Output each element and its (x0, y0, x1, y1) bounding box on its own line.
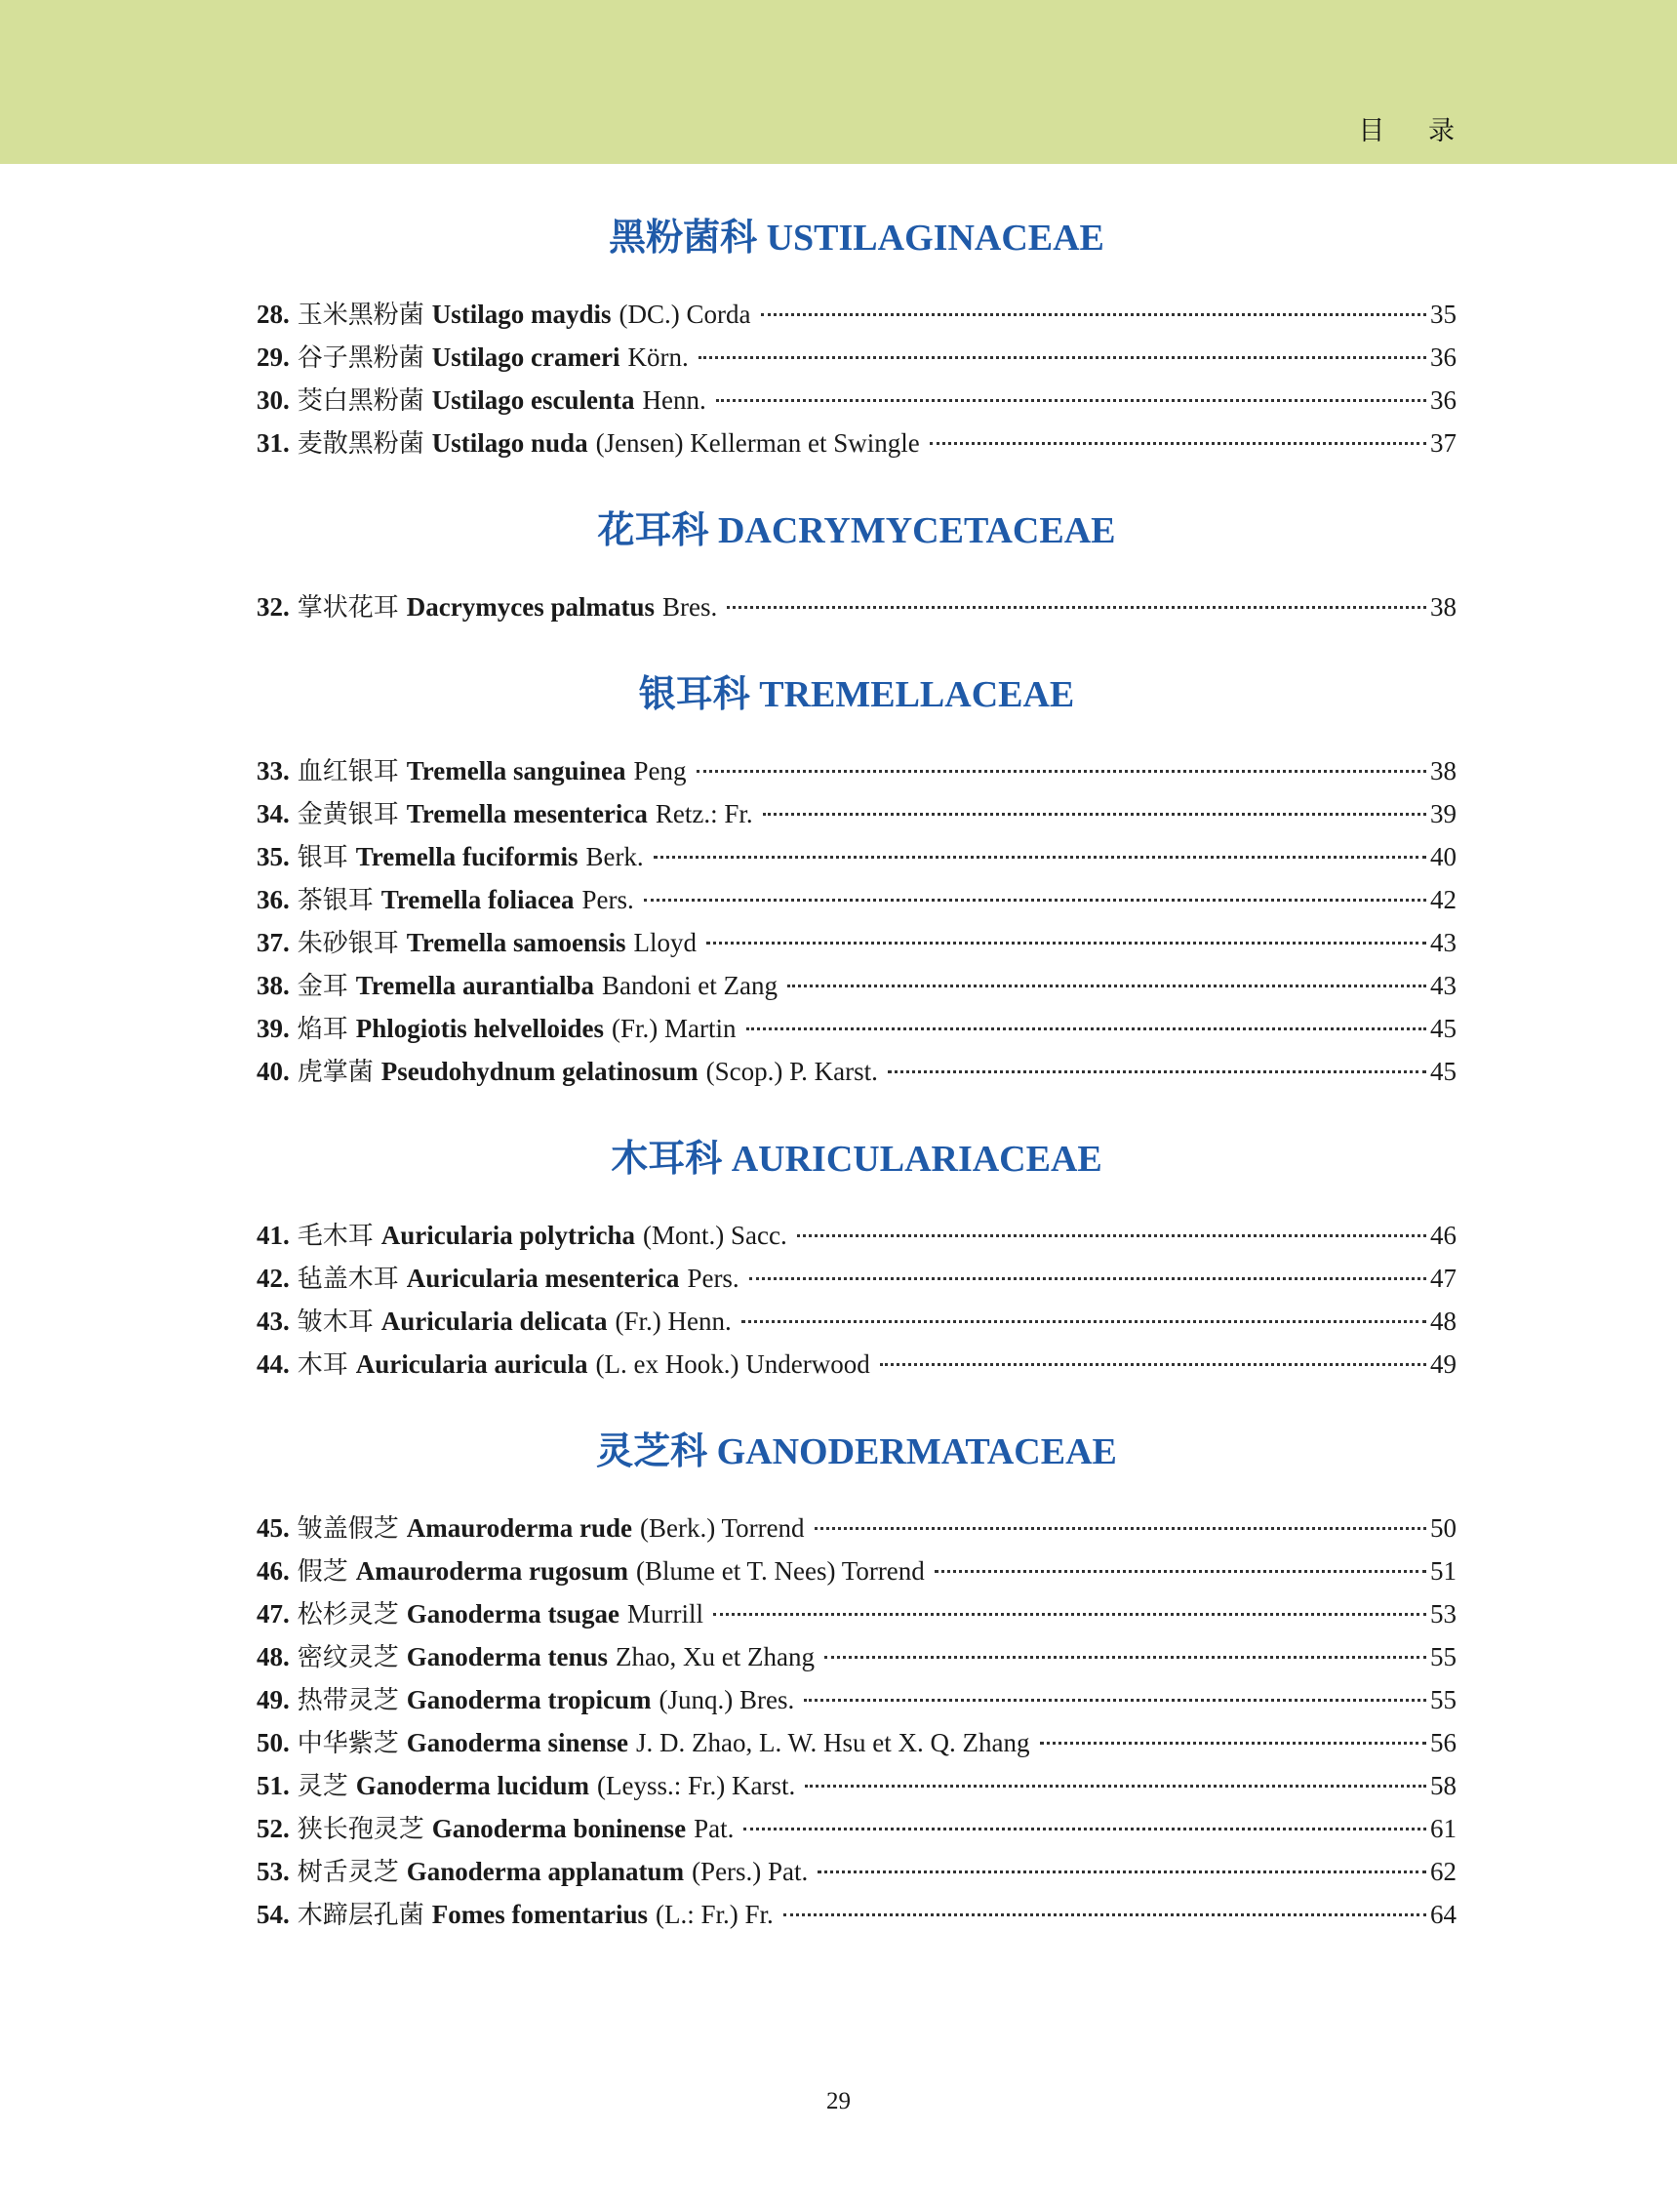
entry-number: 48. (257, 1642, 290, 1671)
entry-number: 47. (257, 1599, 290, 1629)
toc-section (257, 1427, 1457, 1936)
toc-entry[interactable] (257, 1721, 1457, 1764)
dot-leader (644, 899, 1426, 902)
entry-page-number: 45 (1430, 1057, 1457, 1086)
entry-chinese-name: 金耳 (297, 972, 348, 1001)
entry-page-number: 39 (1430, 799, 1457, 828)
entry-latin-name: Auricularia delicata (380, 1307, 608, 1336)
entry-author: (Fr.) Martin (612, 1014, 737, 1043)
entry-latin-name: Ganoderma lucidum (355, 1771, 590, 1800)
dot-leader (697, 770, 1426, 773)
entry-number: 32. (257, 592, 290, 622)
toc-entry[interactable] (257, 1850, 1457, 1893)
dot-leader (727, 606, 1426, 609)
entry-number: 36. (257, 885, 290, 914)
toc-section (257, 1134, 1457, 1386)
entry-latin-name: Amauroderma rugosum (355, 1556, 629, 1586)
entry-number: 34. (257, 799, 290, 828)
toc-section (257, 669, 1457, 1093)
entry-latin-name: Amauroderma rude (406, 1513, 632, 1543)
entry-chinese-name: 茶银耳 (297, 886, 374, 915)
entry-author: (Junq.) Bres. (659, 1685, 795, 1714)
section-title: 木耳科 AURICULARIACEAE (611, 1139, 1102, 1180)
entry-number: 46. (257, 1556, 290, 1586)
toc-entry[interactable] (257, 336, 1457, 379)
toc-content (257, 205, 1457, 1936)
entry-latin-name: Ganoderma applanatum (406, 1857, 685, 1886)
entry-chinese-name: 热带灵芝 (297, 1686, 399, 1715)
dot-leader (1040, 1742, 1427, 1745)
entry-latin-name: Tremella aurantialba (355, 971, 595, 1000)
entry-author: Peng (633, 756, 687, 785)
entry-author: Pers. (581, 885, 634, 914)
entry-latin-name: Auricularia mesenterica (406, 1264, 680, 1293)
dot-leader (797, 1234, 1426, 1237)
toc-entry[interactable] (257, 1300, 1457, 1343)
entry-latin-name: Phlogiotis helvelloides (355, 1014, 605, 1043)
entry-author: Pers. (687, 1264, 739, 1293)
entry-chinese-name: 虎掌菌 (297, 1058, 374, 1087)
toc-entry[interactable] (257, 1050, 1457, 1093)
entry-author: (Mont.) Sacc. (643, 1221, 787, 1250)
entry-chinese-name: 毛木耳 (297, 1222, 374, 1251)
entry-page-number: 43 (1430, 971, 1457, 1000)
entry-chinese-name: 中华紫芝 (297, 1729, 399, 1758)
dot-leader (888, 1070, 1426, 1073)
entry-page-number: 38 (1430, 592, 1457, 622)
entry-page-number: 55 (1430, 1685, 1457, 1714)
entry-number: 39. (257, 1014, 290, 1043)
entry-author: Henn. (642, 385, 706, 415)
dot-leader (824, 1656, 1426, 1659)
entry-latin-name: Ustilago esculenta (431, 385, 635, 415)
entry-chinese-name: 茭白黑粉菌 (297, 386, 424, 416)
entry-latin-name: Tremella foliacea (380, 885, 575, 914)
entry-page-number: 45 (1430, 1014, 1457, 1043)
entry-chinese-name: 假芝 (297, 1557, 348, 1587)
entry-chinese-name: 掌状花耳 (297, 593, 399, 623)
dot-leader (749, 1277, 1426, 1280)
entry-page-number: 48 (1430, 1307, 1457, 1336)
dot-leader (787, 985, 1426, 987)
section-title: 银耳科 TREMELLACEAE (638, 674, 1075, 715)
entry-chinese-name: 血红银耳 (297, 757, 399, 786)
entry-latin-name: Tremella mesenterica (406, 799, 648, 828)
toc-entry[interactable] (257, 379, 1457, 422)
dot-leader (805, 1785, 1426, 1788)
entry-author: J. D. Zhao, L. W. Hsu et X. Q. Zhang (636, 1728, 1030, 1757)
dot-leader (783, 1913, 1426, 1916)
toc-entry[interactable] (257, 792, 1457, 835)
entry-latin-name: Pseudohydnum gelatinosum (380, 1057, 699, 1086)
entry-page-number: 40 (1430, 842, 1457, 871)
entry-chinese-name: 银耳 (297, 843, 348, 872)
entry-number: 28. (257, 300, 290, 329)
entry-page-number: 42 (1430, 885, 1457, 914)
entry-author: Bres. (661, 592, 718, 622)
entry-number: 51. (257, 1771, 290, 1800)
entry-author: (DC.) Corda (619, 300, 751, 329)
entry-latin-name: Fomes fomentarius (431, 1900, 648, 1929)
entry-page-number: 35 (1430, 300, 1457, 329)
entry-number: 43. (257, 1307, 290, 1336)
entry-number: 41. (257, 1221, 290, 1250)
entry-page-number: 36 (1430, 385, 1457, 415)
entry-latin-name: Ganoderma boninense (431, 1814, 687, 1843)
entry-number: 29. (257, 342, 290, 372)
entry-number: 40. (257, 1057, 290, 1086)
toc-entry[interactable] (257, 1343, 1457, 1386)
header-title: 目 录 (1358, 116, 1472, 146)
toc-entry[interactable] (257, 1007, 1457, 1050)
entry-page-number: 61 (1430, 1814, 1457, 1843)
dot-leader (763, 813, 1426, 816)
entry-chinese-name: 金黄银耳 (297, 800, 399, 829)
entry-author: Zhao, Xu et Zhang (616, 1642, 815, 1671)
dot-leader (743, 1828, 1426, 1830)
toc-entry[interactable] (257, 749, 1457, 792)
entry-chinese-name: 松杉灵芝 (297, 1600, 399, 1629)
entry-page-number: 58 (1430, 1771, 1457, 1800)
dot-leader (699, 356, 1426, 359)
entry-author: Bandoni et Zang (602, 971, 778, 1000)
section-title: 花耳科 DACRYMYCETACEAE (597, 510, 1116, 551)
entry-number: 38. (257, 971, 290, 1000)
toc-entry[interactable] (257, 878, 1457, 921)
entry-latin-name: Auricularia polytricha (380, 1221, 635, 1250)
entry-chinese-name: 木蹄层孔菌 (297, 1901, 424, 1930)
entry-latin-name: Ganoderma tsugae (406, 1599, 620, 1629)
entry-author: (Berk.) Torrend (640, 1513, 805, 1543)
entry-number: 33. (257, 756, 290, 785)
entry-author: (Jensen) Kellerman et Swingle (595, 428, 920, 458)
entry-author: (Fr.) Henn. (615, 1307, 732, 1336)
dot-leader (746, 1027, 1426, 1030)
toc-entry[interactable] (257, 422, 1457, 464)
toc-entry[interactable] (257, 921, 1457, 964)
dot-leader (761, 313, 1426, 316)
entry-author: (Leyss.: Fr.) Karst. (597, 1771, 796, 1800)
page-number: 29 (826, 2088, 851, 2114)
entry-latin-name: Ganoderma tenus (406, 1642, 609, 1671)
entry-latin-name: Ganoderma tropicum (406, 1685, 652, 1714)
entry-page-number: 36 (1430, 342, 1457, 372)
toc-entry[interactable] (257, 1807, 1457, 1850)
dot-leader (741, 1320, 1426, 1323)
entry-page-number: 49 (1430, 1349, 1457, 1379)
toc-entry[interactable] (257, 835, 1457, 878)
entry-number: 49. (257, 1685, 290, 1714)
entry-chinese-name: 皱盖假芝 (297, 1514, 399, 1544)
dot-leader (804, 1699, 1426, 1702)
entry-chinese-name: 狭长孢灵芝 (297, 1815, 424, 1844)
entry-chinese-name: 麦散黑粉菌 (297, 429, 424, 459)
entry-latin-name: Ganoderma sinense (406, 1728, 629, 1757)
entry-page-number: 50 (1430, 1513, 1457, 1543)
entry-latin-name: Tremella sanguinea (406, 756, 626, 785)
entry-author: (L.: Fr.) Fr. (655, 1900, 774, 1929)
entry-page-number: 56 (1430, 1728, 1457, 1757)
toc-entry[interactable] (257, 1549, 1457, 1592)
entry-chinese-name: 树舌灵芝 (297, 1858, 399, 1887)
entry-page-number: 46 (1430, 1221, 1457, 1250)
toc-entry[interactable] (257, 1635, 1457, 1678)
dot-leader (815, 1527, 1426, 1530)
entry-page-number: 51 (1430, 1556, 1457, 1586)
toc-entry[interactable] (257, 585, 1457, 628)
section-title: 黑粉菌科 USTILAGINACEAE (609, 218, 1104, 259)
dot-leader (930, 442, 1426, 445)
entry-number: 54. (257, 1900, 290, 1929)
entry-page-number: 64 (1430, 1900, 1457, 1929)
toc-entry[interactable] (257, 1592, 1457, 1635)
section-title: 灵芝科 GANODERMATACEAE (596, 1431, 1117, 1472)
entry-author: Körn. (627, 342, 689, 372)
toc-entry[interactable] (257, 293, 1457, 336)
entry-number: 50. (257, 1728, 290, 1757)
entry-chinese-name: 灵芝 (297, 1772, 348, 1801)
entry-author: Pat. (694, 1814, 735, 1843)
toc-entry[interactable] (257, 1257, 1457, 1300)
dot-leader (706, 942, 1426, 945)
entry-number: 53. (257, 1857, 290, 1886)
entry-chinese-name: 玉米黑粉菌 (297, 301, 424, 330)
dot-leader (654, 856, 1426, 859)
dot-leader (880, 1363, 1426, 1366)
entry-page-number: 55 (1430, 1642, 1457, 1671)
entry-number: 42. (257, 1264, 290, 1293)
entry-author: (L. ex Hook.) Underwood (595, 1349, 870, 1379)
dot-leader (818, 1870, 1426, 1873)
entry-page-number: 62 (1430, 1857, 1457, 1886)
toc-entry[interactable] (257, 964, 1457, 1007)
dot-leader (716, 399, 1426, 402)
entry-author: Berk. (585, 842, 644, 871)
toc-entry[interactable] (257, 1507, 1457, 1549)
entry-chinese-name: 皱木耳 (297, 1307, 374, 1337)
entry-number: 37. (257, 928, 290, 957)
entry-page-number: 43 (1430, 928, 1457, 957)
entry-latin-name: Tremella samoensis (406, 928, 626, 957)
dot-leader (713, 1613, 1426, 1616)
entry-author: (Pers.) Pat. (692, 1857, 809, 1886)
entry-number: 31. (257, 428, 290, 458)
entry-page-number: 47 (1430, 1264, 1457, 1293)
entry-chinese-name: 朱砂银耳 (297, 929, 399, 958)
entry-number: 44. (257, 1349, 290, 1379)
entry-page-number: 37 (1430, 428, 1457, 458)
entry-latin-name: Tremella fuciformis (355, 842, 579, 871)
entry-chinese-name: 谷子黑粉菌 (297, 343, 424, 373)
entry-latin-name: Auricularia auricula (355, 1349, 588, 1379)
entry-author: Retz.: Fr. (655, 799, 753, 828)
toc-section (257, 505, 1457, 628)
entry-chinese-name: 密纹灵芝 (297, 1643, 399, 1672)
entry-author: Lloyd (633, 928, 697, 957)
toc-entry[interactable] (257, 1764, 1457, 1807)
entry-latin-name: Ustilago maydis (431, 300, 612, 329)
entry-latin-name: Ustilago nuda (431, 428, 588, 458)
entry-number: 52. (257, 1814, 290, 1843)
entry-latin-name: Ustilago crameri (431, 342, 620, 372)
entry-author: Murrill (627, 1599, 704, 1629)
entry-number: 30. (257, 385, 290, 415)
toc-entry[interactable] (257, 1214, 1457, 1257)
entry-page-number: 53 (1430, 1599, 1457, 1629)
toc-section (257, 213, 1457, 464)
entry-page-number: 38 (1430, 756, 1457, 785)
toc-entry[interactable] (257, 1893, 1457, 1936)
entry-chinese-name: 焰耳 (297, 1015, 348, 1044)
entry-number: 45. (257, 1513, 290, 1543)
dot-leader (935, 1570, 1426, 1573)
entry-number: 35. (257, 842, 290, 871)
entry-chinese-name: 毡盖木耳 (297, 1265, 399, 1294)
header-band (0, 0, 1677, 164)
entry-author: (Scop.) P. Karst. (705, 1057, 878, 1086)
toc-entry[interactable] (257, 1678, 1457, 1721)
entry-latin-name: Dacrymyces palmatus (406, 592, 655, 622)
entry-author: (Blume et T. Nees) Torrend (636, 1556, 925, 1586)
entry-chinese-name: 木耳 (297, 1350, 348, 1380)
